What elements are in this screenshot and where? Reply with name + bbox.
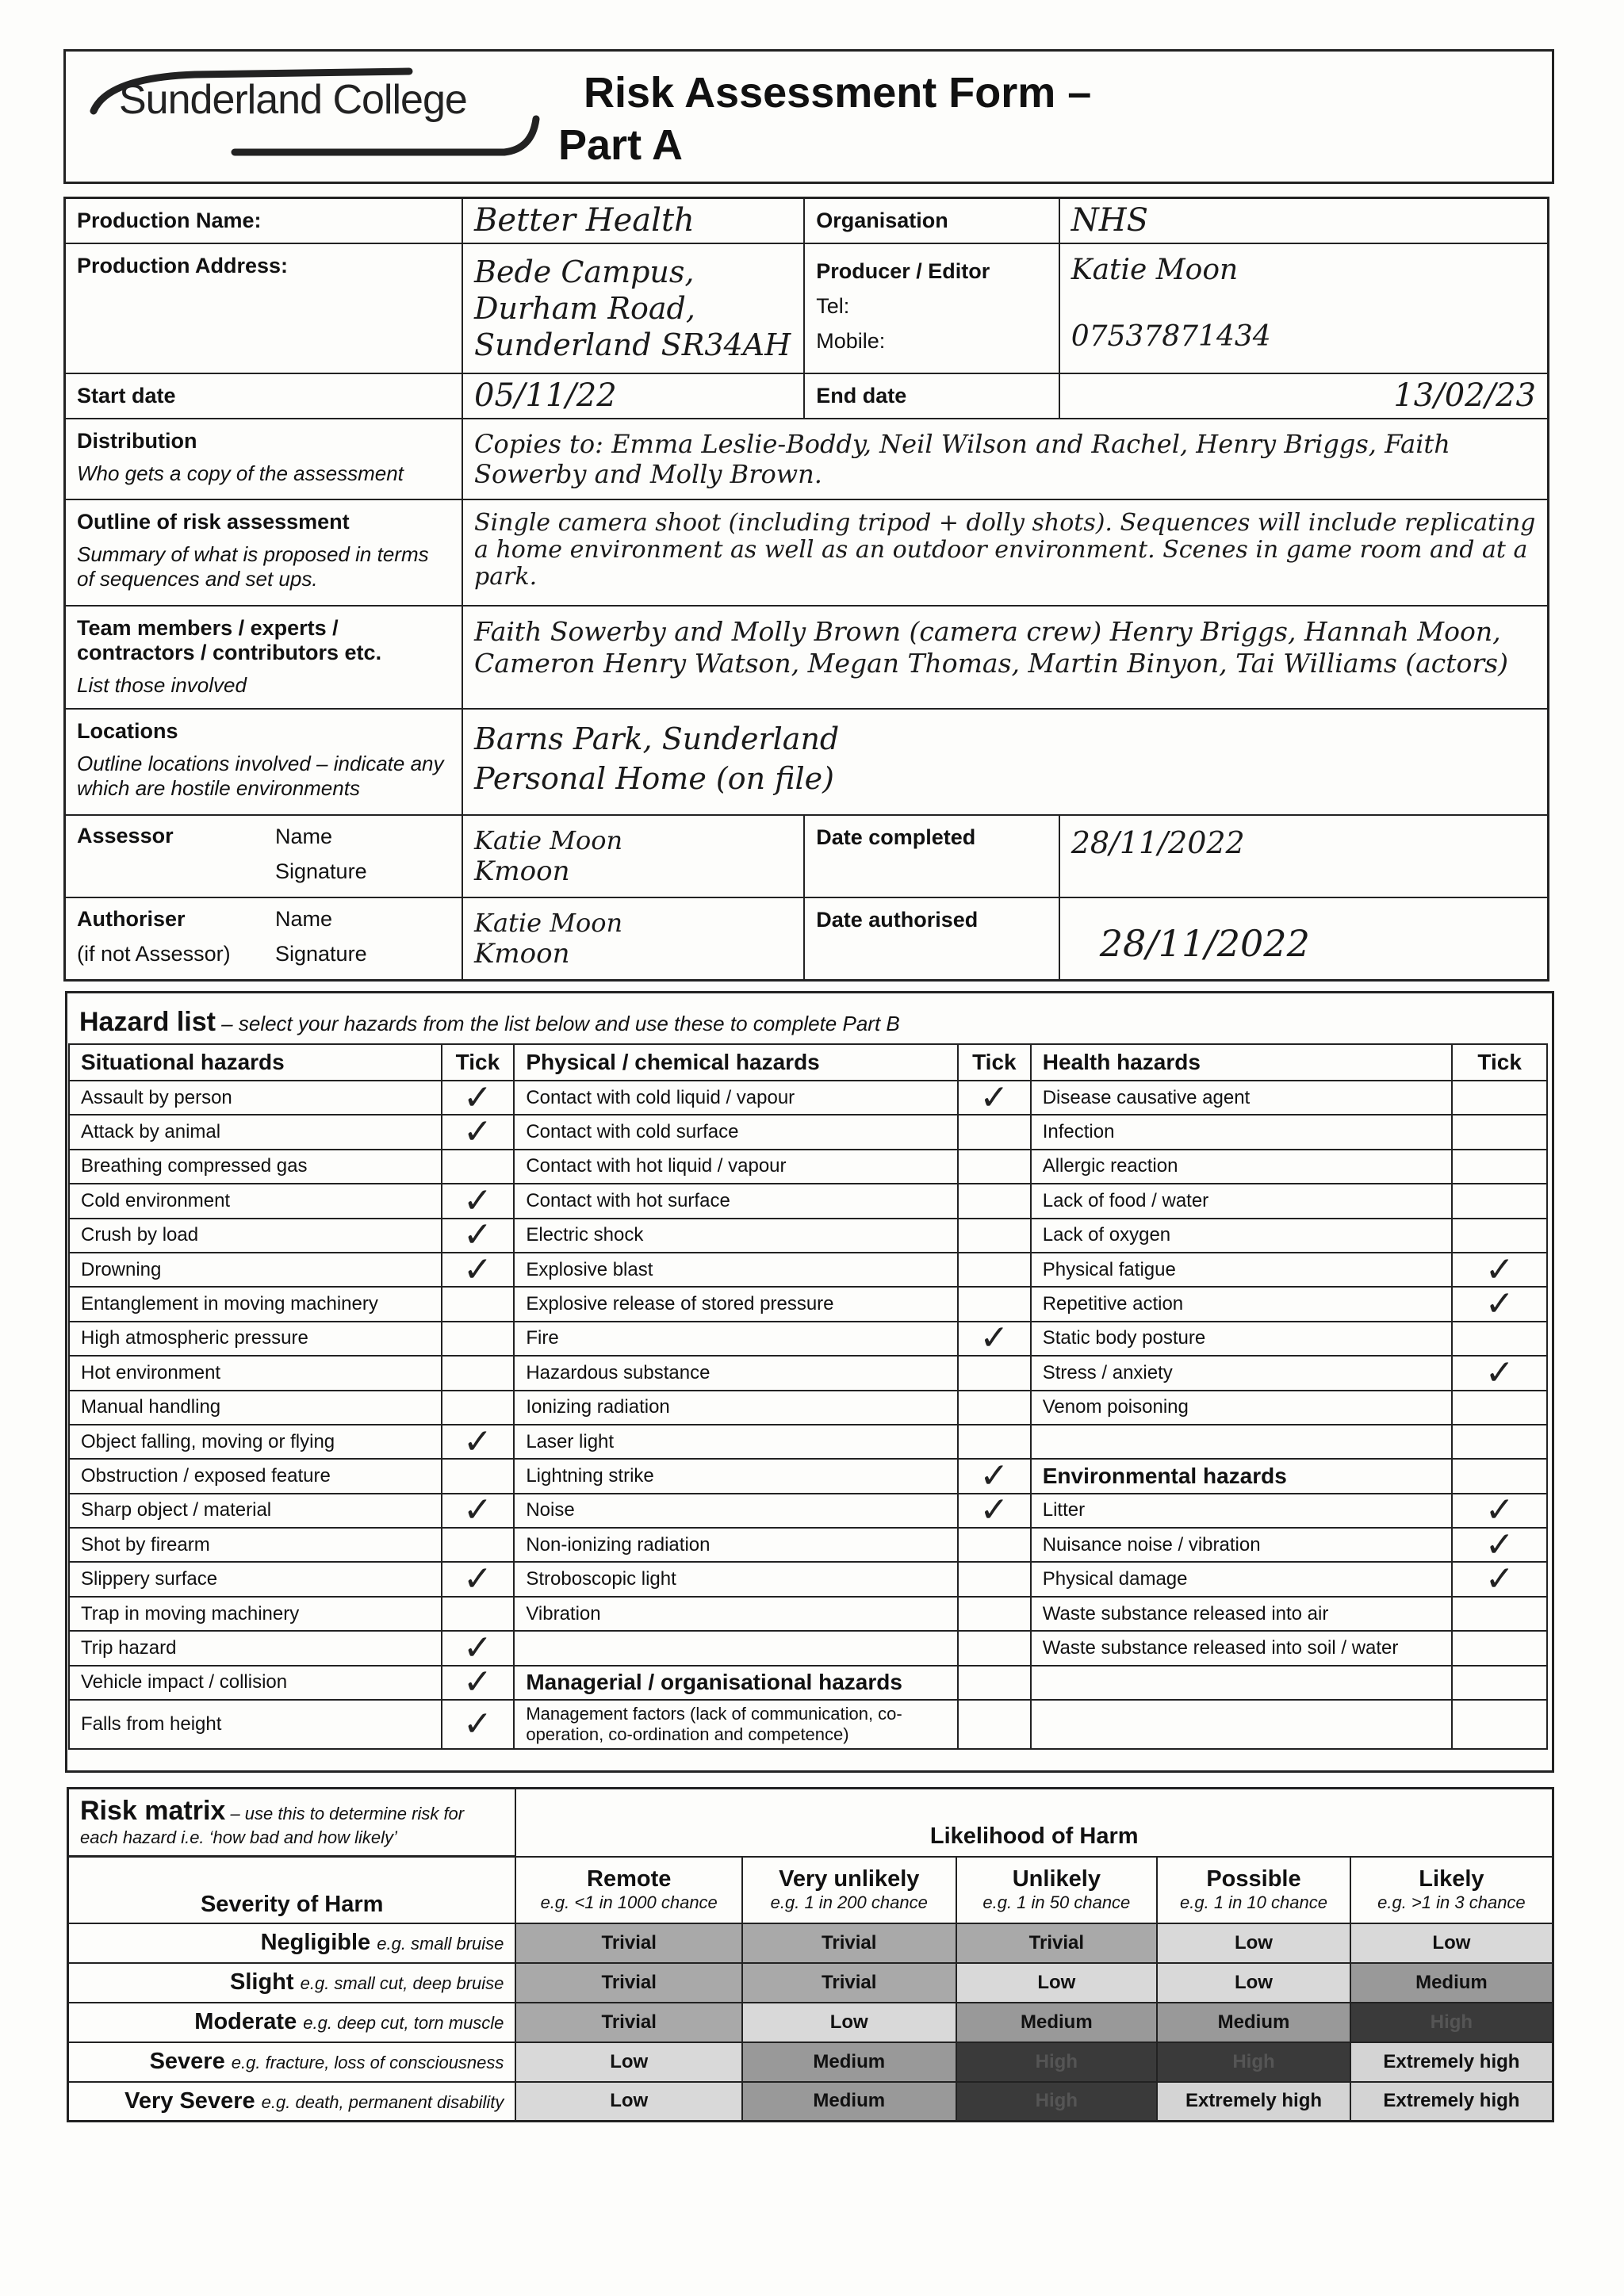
situational-hazard-label: Sharp object / material: [69, 1494, 442, 1528]
physical-hazard-label: Non-ionizing radiation: [514, 1528, 958, 1562]
hazard-row: [69, 1081, 1547, 1115]
likelihood-label: Possible: [1206, 1866, 1301, 1892]
authoriser-values: [462, 897, 804, 981]
risk-level-cell: Extremely high: [1157, 2082, 1350, 2122]
hazard-row: [69, 1562, 1547, 1596]
environmental-hazard-label-empty: [1031, 1700, 1453, 1749]
environmental-tick: ✓: [1452, 1528, 1547, 1562]
health-tick: [1452, 1184, 1547, 1218]
health-tick: ✓: [1452, 1287, 1547, 1321]
risk-level-cell: Low: [956, 1963, 1158, 2003]
likelihood-label: Remote: [587, 1866, 672, 1892]
likelihood-label: Very unlikely: [779, 1866, 920, 1892]
hazard-row: [69, 1494, 1547, 1528]
severity-example: e.g. small cut, deep bruise: [300, 1973, 504, 1993]
likelihood-column-header: [1350, 1857, 1553, 1923]
risk-level-cell: Medium: [742, 2042, 956, 2082]
likelihood-column-header: [742, 1857, 956, 1923]
environmental-hazard-label: Waste substance released into air: [1031, 1597, 1453, 1631]
severity-label: Negligible: [260, 1930, 371, 1955]
environmental-tick-empty: [1452, 1700, 1547, 1749]
outline-label: Outline of risk assessment: [77, 510, 350, 534]
situational-tick: ✓: [442, 1184, 515, 1218]
risk-level-cell: High: [1157, 2042, 1350, 2082]
situational-hazard-label: Entanglement in moving machinery: [69, 1287, 442, 1321]
locations-text: Barns Park, Sunderland Personal Home (on file): [474, 721, 840, 796]
authoriser-signature-value: Kmoon: [474, 938, 570, 970]
producer-contact-values: [1059, 243, 1549, 373]
health-tick: [1452, 1219, 1547, 1253]
health-tick: [1452, 1322, 1547, 1356]
form-title: [558, 67, 1092, 171]
hazard-row: [69, 1666, 1547, 1700]
physical-hazard-label: Contact with hot surface: [514, 1184, 958, 1218]
environmental-tick: [1452, 1631, 1547, 1665]
likelihood-column-header: [956, 1857, 1158, 1923]
risk-matrix-subtitle: – use this to determine risk for each hazard i.e. ‘how bad and how likely’: [80, 1804, 465, 1847]
authoriser-label-cell: [65, 897, 463, 981]
likelihood-example: e.g. >1 in 3 chance: [1377, 1892, 1526, 1912]
risk-level-cell: Medium: [742, 2082, 956, 2122]
situational-tick: [442, 1391, 515, 1425]
physical-tick: ✓: [958, 1081, 1031, 1115]
risk-level-cell: Medium: [1350, 1963, 1553, 2003]
production-name-value: Better Health: [462, 198, 804, 244]
risk-level-cell: Trivial: [742, 1923, 956, 1963]
start-date-label: Start date: [65, 373, 463, 419]
authoriser-signature-label: Signature: [275, 942, 367, 966]
physical-hazard-label-empty: [514, 1631, 958, 1665]
risk-level-cell: High: [956, 2082, 1158, 2122]
distribution-label: Distribution: [77, 429, 197, 453]
team-label-cell: [65, 606, 463, 709]
situational-hazard-label: Crush by load: [69, 1219, 442, 1253]
physical-tick: [958, 1219, 1031, 1253]
physical-tick: ✓: [958, 1322, 1031, 1356]
production-address-value: Bede Campus, Durham Road, Sunderland SR34AH: [462, 243, 804, 373]
situational-hazard-label: Hot environment: [69, 1356, 442, 1390]
environmental-hazard-label: Physical damage: [1031, 1562, 1453, 1596]
health-tick: [1452, 1150, 1547, 1184]
physical-tick: [958, 1184, 1031, 1218]
hazard-row: [69, 1356, 1547, 1390]
physical-hazard-label: Fire: [514, 1322, 958, 1356]
physical-tick: [958, 1356, 1031, 1390]
situational-tick: [442, 1287, 515, 1321]
college-logo-text: Sunderland College: [119, 77, 467, 123]
likelihood-label: Unlikely: [1012, 1866, 1101, 1892]
risk-level-cell: Trivial: [956, 1923, 1158, 1963]
outline-label-cell: [65, 499, 463, 606]
physical-tick: [958, 1597, 1031, 1631]
situational-hazard-label: Cold environment: [69, 1184, 442, 1218]
producer-contact-labels: [804, 243, 1059, 373]
health-hazard-label: Allergic reaction: [1031, 1150, 1453, 1184]
physical-hazard-label: Lightning strike: [514, 1459, 958, 1493]
physical-tick: ✓: [958, 1494, 1031, 1528]
team-sub: List those involved: [77, 673, 247, 697]
risk-level-cell: Low: [515, 2042, 742, 2082]
physical-tick: [958, 1528, 1031, 1562]
production-details-table: [63, 197, 1549, 982]
managerial-header-tick: [958, 1666, 1031, 1700]
health-hazard-label: Disease causative agent: [1031, 1081, 1453, 1115]
health-hazard-label-empty: [1031, 1425, 1453, 1459]
situational-hazard-label: Trap in moving machinery: [69, 1597, 442, 1631]
health-hazard-label: Physical fatigue: [1031, 1253, 1453, 1287]
physical-tick: [958, 1115, 1031, 1149]
risk-level-cell: Low: [742, 2003, 956, 2042]
risk-level-cell: Extremely high: [1350, 2042, 1553, 2082]
production-name-label: Production Name:: [65, 198, 463, 244]
physical-tick: [958, 1150, 1031, 1184]
end-date-value: 13/02/23: [1059, 373, 1549, 419]
severity-label: Severe: [149, 2049, 225, 2074]
physical-hazard-label: Laser light: [514, 1425, 958, 1459]
health-tick: [1452, 1391, 1547, 1425]
locations-value: [462, 709, 1548, 815]
hazard-row: [69, 1425, 1547, 1459]
environmental-hazard-label: Waste substance released into soil / water: [1031, 1631, 1453, 1665]
situational-hazard-label: Breathing compressed gas: [69, 1150, 442, 1184]
severity-example: e.g. small bruise: [377, 1934, 504, 1954]
risk-level-cell: Low: [1350, 1923, 1553, 1963]
hazard-table-body: [69, 1077, 1547, 1749]
situational-tick: ✓: [442, 1562, 515, 1596]
likelihood-label: Likely: [1419, 1866, 1484, 1892]
physical-hazard-label: Hazardous substance: [514, 1356, 958, 1390]
hazard-row: [69, 1391, 1547, 1425]
assessor-signature-label: Signature: [275, 859, 367, 883]
hazard-row: [69, 1459, 1547, 1493]
hazard-list-title: [79, 1007, 900, 1038]
environmental-hazard-label: Litter: [1031, 1494, 1453, 1528]
likelihood-example: e.g. 1 in 50 chance: [982, 1892, 1131, 1912]
team-label: Team members / experts / contractors / contributors etc.: [77, 616, 382, 664]
hazard-row: [69, 1287, 1547, 1321]
mobile-value: 07537871434: [1071, 320, 1271, 353]
situational-tick: ✓: [442, 1081, 515, 1115]
physical-hazard-label: Explosive release of stored pressure: [514, 1287, 958, 1321]
severity-example: e.g. fracture, loss of consciousness: [231, 2053, 504, 2072]
physical-hazard-label: Contact with hot liquid / vapour: [514, 1150, 958, 1184]
risk-level-cell: Trivial: [515, 1963, 742, 2003]
situational-hazard-label: Shot by firearm: [69, 1528, 442, 1562]
environmental-hazard-label-empty: [1031, 1666, 1453, 1700]
assessor-name-value: Katie Moon: [474, 825, 623, 855]
physical-header: Physical / chemical hazards: [514, 1044, 958, 1081]
situational-tick: [442, 1459, 515, 1493]
hazard-row: [69, 1150, 1547, 1184]
risk-level-cell: Trivial: [515, 2003, 742, 2042]
managerial-header: Managerial / organisational hazards: [514, 1666, 958, 1700]
risk-level-cell: Extremely high: [1350, 2082, 1553, 2122]
date-authorised-label: Date authorised: [804, 897, 1059, 981]
risk-level-cell: Low: [1157, 1963, 1350, 2003]
risk-level-cell: High: [956, 2042, 1158, 2082]
form-title-line2: Part A: [558, 121, 684, 169]
risk-matrix-row: [68, 2003, 1553, 2042]
risk-level-cell: Medium: [1157, 2003, 1350, 2042]
likelihood-column-header: [515, 1857, 742, 1923]
date-completed-value: 28/11/2022: [1059, 815, 1549, 897]
health-hazard-label: Lack of food / water: [1031, 1184, 1453, 1218]
start-date-value: 05/11/22: [462, 373, 804, 419]
risk-matrix-title-cell: [68, 1789, 516, 1857]
assessor-signature-value: Kmoon: [474, 855, 570, 887]
situational-tick: [442, 1322, 515, 1356]
hazard-row: [69, 1631, 1547, 1665]
hazard-row: [69, 1184, 1547, 1218]
hazard-row: [69, 1219, 1547, 1253]
hazard-row: [69, 1115, 1547, 1149]
authoriser-label: Authoriser: [77, 907, 186, 931]
hazard-row: [69, 1322, 1547, 1356]
environmental-tick: ✓: [1452, 1562, 1547, 1596]
situational-hazard-label: Obstruction / exposed feature: [69, 1459, 442, 1493]
situational-hazard-label: Drowning: [69, 1253, 442, 1287]
assessor-name-label: Name: [275, 825, 333, 848]
situational-tick: ✓: [442, 1219, 515, 1253]
tick-header-1: Tick: [442, 1044, 515, 1081]
situational-header: Situational hazards: [69, 1044, 442, 1081]
date-completed-label: Date completed: [804, 815, 1059, 897]
physical-tick: ✓: [958, 1459, 1031, 1493]
severity-example: e.g. deep cut, torn muscle: [303, 2013, 504, 2033]
situational-tick: [442, 1150, 515, 1184]
authoriser-name-label: Name: [275, 907, 333, 931]
managerial-hazard-label: Management factors (lack of communication, co-operation, co-ordination and competence): [514, 1700, 958, 1749]
situational-tick: ✓: [442, 1115, 515, 1149]
physical-hazard-label: Vibration: [514, 1597, 958, 1631]
severity-label-cell: [68, 1963, 516, 2003]
outline-sub: Summary of what is proposed in terms of sequences and set ups.: [77, 542, 429, 591]
locations-label-cell: [65, 709, 463, 815]
hazard-row: [69, 1597, 1547, 1631]
physical-hazard-label: Ionizing radiation: [514, 1391, 958, 1425]
situational-tick: [442, 1597, 515, 1631]
situational-tick: ✓: [442, 1425, 515, 1459]
physical-hazard-label: Stroboscopic light: [514, 1562, 958, 1596]
situational-tick: ✓: [442, 1700, 515, 1749]
risk-matrix-body: [68, 1923, 1553, 2122]
authoriser-sub: (if not Assessor): [77, 942, 231, 966]
distribution-label-cell: [65, 419, 463, 499]
physical-tick: [958, 1562, 1031, 1596]
organisation-value: NHS: [1059, 198, 1549, 244]
form-title-line1: Risk Assessment Form –: [584, 69, 1092, 117]
physical-hazard-label: Contact with cold surface: [514, 1115, 958, 1149]
health-hazard-label: Venom poisoning: [1031, 1391, 1453, 1425]
situational-tick: ✓: [442, 1494, 515, 1528]
locations-sub: Outline locations involved – indicate any which are hostile environments: [77, 752, 444, 800]
situational-tick: ✓: [442, 1253, 515, 1287]
date-authorised-value: 28/11/2022: [1059, 897, 1549, 981]
severity-label: Very Severe: [124, 2087, 255, 2114]
risk-matrix-row: [68, 2082, 1553, 2122]
environmental-header-tick: [1452, 1459, 1547, 1493]
severity-label-cell: [68, 2082, 516, 2122]
physical-hazard-label: Contact with cold liquid / vapour: [514, 1081, 958, 1115]
tel-label: Tel:: [816, 294, 850, 318]
risk-matrix-table: [67, 1787, 1554, 2122]
severity-label-cell: [68, 1923, 516, 1963]
producer-label: Producer / Editor: [816, 259, 990, 283]
tick-header-3: Tick: [1452, 1044, 1547, 1081]
situational-tick: ✓: [442, 1666, 515, 1700]
health-tick: [1452, 1081, 1547, 1115]
risk-level-cell: Low: [1157, 1923, 1350, 1963]
health-hazard-label: Infection: [1031, 1115, 1453, 1149]
managerial-tick: [958, 1700, 1031, 1749]
situational-hazard-label: Trip hazard: [69, 1631, 442, 1665]
health-tick: ✓: [1452, 1356, 1547, 1390]
hazard-row: [69, 1253, 1547, 1287]
assessor-label-cell: [65, 815, 463, 897]
situational-hazard-label: Assault by person: [69, 1081, 442, 1115]
health-header: Health hazards: [1031, 1044, 1453, 1081]
producer-value: Katie Moon: [1071, 254, 1239, 286]
severity-label: Moderate: [194, 2009, 297, 2034]
risk-level-cell: Trivial: [742, 1963, 956, 2003]
severity-label-cell: [68, 2042, 516, 2082]
hazard-list-subtitle: – select your hazards from the list below and use these to complete Part B: [215, 1012, 900, 1035]
situational-tick: ✓: [442, 1631, 515, 1665]
situational-tick: [442, 1528, 515, 1562]
end-date-label: End date: [804, 373, 1059, 419]
health-hazard-label: Repetitive action: [1031, 1287, 1453, 1321]
likelihood-example: e.g. 1 in 10 chance: [1180, 1892, 1327, 1912]
physical-hazard-label: Noise: [514, 1494, 958, 1528]
risk-level-cell: Low: [515, 2082, 742, 2122]
environmental-tick: [1452, 1597, 1547, 1631]
situational-hazard-label: Falls from height: [69, 1700, 442, 1749]
severity-label: Slight: [230, 1969, 294, 1995]
situational-hazard-label: Vehicle impact / collision: [69, 1666, 442, 1700]
environmental-hazard-label: Nuisance noise / vibration: [1031, 1528, 1453, 1562]
health-hazard-label: Static body posture: [1031, 1322, 1453, 1356]
authoriser-name-value: Katie Moon: [474, 908, 623, 938]
situational-hazard-label: Slippery surface: [69, 1562, 442, 1596]
likelihood-header: Likelihood of Harm: [515, 1789, 1553, 1857]
physical-tick: [958, 1287, 1031, 1321]
risk-matrix-row: [68, 2042, 1553, 2082]
situational-hazard-label: Manual handling: [69, 1391, 442, 1425]
health-hazard-label: Stress / anxiety: [1031, 1356, 1453, 1390]
situational-hazard-label: Attack by animal: [69, 1115, 442, 1149]
physical-hazard-label: Electric shock: [514, 1219, 958, 1253]
situational-hazard-label: High atmospheric pressure: [69, 1322, 442, 1356]
hazard-table: [68, 1043, 1548, 1750]
likelihood-example: e.g. <1 in 1000 chance: [540, 1892, 718, 1912]
risk-level-cell: Trivial: [515, 1923, 742, 1963]
situational-tick: [442, 1356, 515, 1390]
hazard-list-title-text: Hazard list: [79, 1007, 216, 1037]
risk-level-cell: High: [1350, 2003, 1553, 2042]
tick-header-2: Tick: [958, 1044, 1031, 1081]
outline-value: Single camera shoot (including tripod + dolly shots). Sequences will include replicating a home environment as well as an outdoor environment. Scenes in game room and at a park.: [462, 499, 1548, 606]
severity-label-cell: [68, 2003, 516, 2042]
assessor-label: Assessor: [77, 824, 174, 848]
environmental-tick-empty: [1452, 1666, 1547, 1700]
risk-level-cell: Medium: [956, 2003, 1158, 2042]
hazard-row: [69, 1528, 1547, 1562]
mobile-label: Mobile:: [816, 329, 886, 353]
likelihood-example: e.g. 1 in 200 chance: [770, 1892, 928, 1912]
physical-tick: [958, 1425, 1031, 1459]
health-tick: [1452, 1115, 1547, 1149]
environmental-tick: ✓: [1452, 1494, 1547, 1528]
organisation-label: Organisation: [804, 198, 1059, 244]
health-tick-empty: [1452, 1425, 1547, 1459]
risk-matrix-row: [68, 1963, 1553, 2003]
health-hazard-label: Lack of oxygen: [1031, 1219, 1453, 1253]
locations-label: Locations: [77, 719, 178, 743]
hazard-row: [69, 1700, 1547, 1749]
environmental-header: Environmental hazards: [1031, 1459, 1453, 1493]
physical-tick-empty: [958, 1631, 1031, 1665]
assessor-values: [462, 815, 804, 897]
physical-tick: [958, 1253, 1031, 1287]
risk-matrix-title: Risk matrix: [80, 1796, 226, 1826]
likelihood-column-header: [1157, 1857, 1350, 1923]
physical-tick: [958, 1391, 1031, 1425]
physical-hazard-label: Explosive blast: [514, 1253, 958, 1287]
production-address-label: Production Address:: [65, 243, 463, 373]
severity-header: Severity of Harm: [68, 1857, 516, 1923]
team-value: Faith Sowerby and Molly Brown (camera crew) Henry Briggs, Hannah Moon, Cameron Henry Watson, Megan Thomas, Martin Binyon, Tai Williams (actors): [462, 606, 1548, 709]
situational-hazard-label: Object falling, moving or flying: [69, 1425, 442, 1459]
risk-matrix-row: [68, 1923, 1553, 1963]
health-tick: ✓: [1452, 1253, 1547, 1287]
severity-example: e.g. death, permanent disability: [261, 2091, 504, 2112]
distribution-value: Copies to: Emma Leslie-Boddy, Neil Wilson and Rachel, Henry Briggs, Faith Sowerby and Molly Brown.: [462, 419, 1548, 499]
distribution-sub: Who gets a copy of the assessment: [77, 461, 404, 485]
